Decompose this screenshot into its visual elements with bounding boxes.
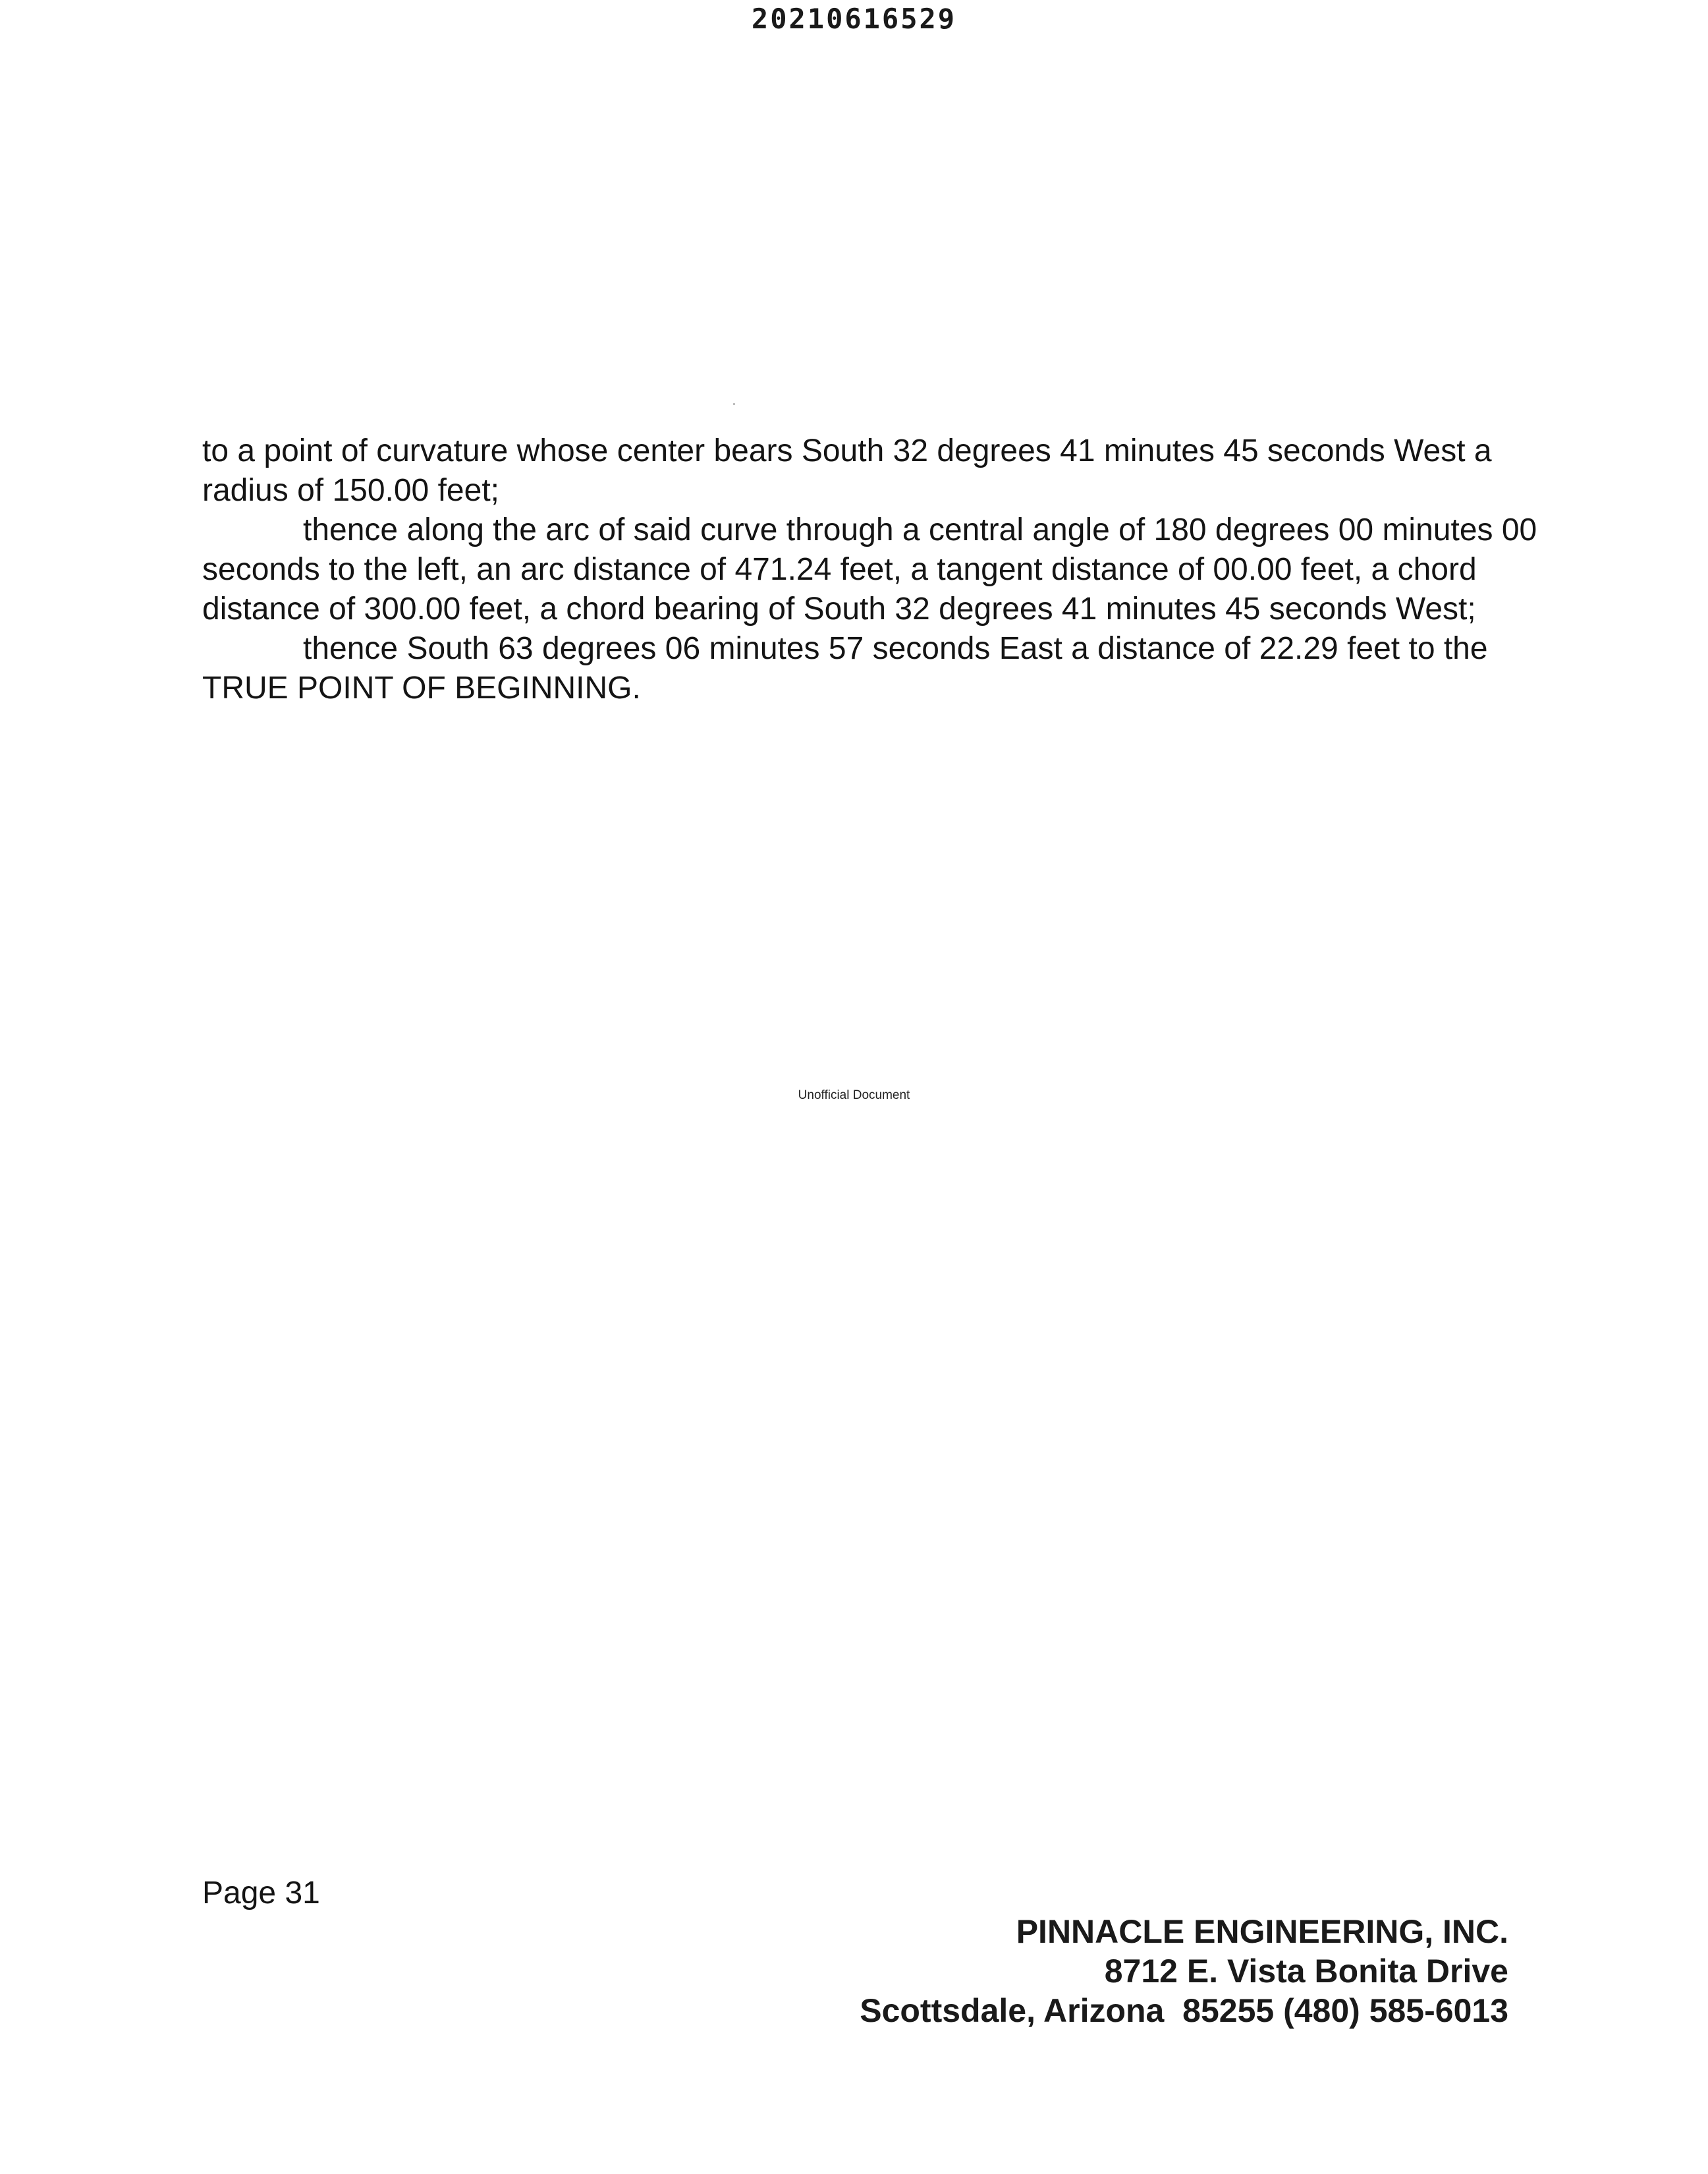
legal-description [202,432,1546,708]
firm-name: PINNACLE ENGINEERING, INC. [1016,1913,1508,1950]
paragraph-true-point: thence South 63 degrees 06 minutes 57 seconds East a distance of 22.29 feet to the TRUE POINT OF BEGINNING. [202,631,1488,706]
paragraph-arc: thence along the arc of said curve through a central angle of 180 degrees 00 minutes 00 seconds to the left, an arc distance of 471.24 feet, a tangent distance of 00.00 feet, a chord distance of 300.00 feet, a chord bearing of South 32 degrees 41 minutes 45 seconds West; [202,513,1537,627]
firm-city-phone: Scottsdale, Arizona 85255 (480) 585-6013 [860,1992,1508,2029]
paragraph-curvature: to a point of curvature whose center bears South 32 degrees 41 minutes 45 seconds West a radius of 150.00 feet; [202,433,1492,508]
unofficial-watermark: Unofficial Document [798,1088,910,1102]
scan-speck [733,403,735,405]
page-number: Page 31 [202,1876,320,1910]
firm-street-address: 8712 E. Vista Bonita Drive [1104,1953,1508,1990]
firm-address-block [860,1912,1508,2030]
document-number: 20210616529 [751,3,957,35]
